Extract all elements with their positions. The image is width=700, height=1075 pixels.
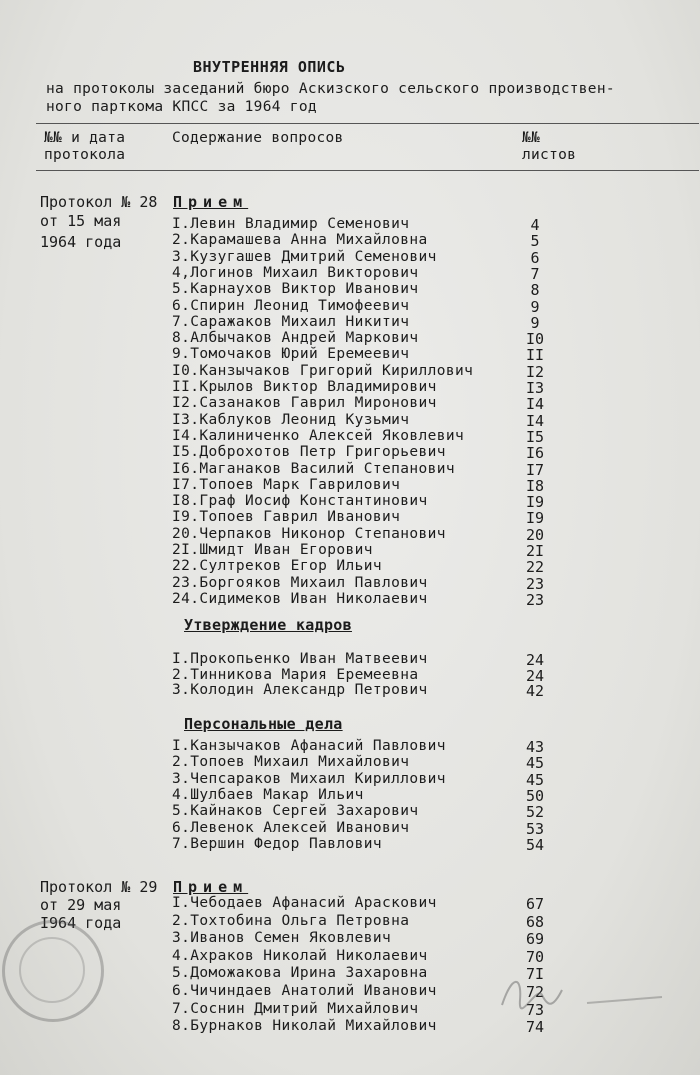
priem-29-entry-name: 8.Бурнаков Николай Михайлович [172, 1018, 437, 1035]
priem-28-entry-sheet-number: I9 [525, 493, 545, 512]
priem-28-entry-name: I2.Сазанаков Гаврил Миронович [172, 395, 437, 412]
document-subtitle-line2: ного парткома КПСС за 1964 год [46, 99, 317, 115]
faded-round-stamp [2, 920, 104, 1022]
priem-29-entry-name: 7.Соснин Дмитрий Михайлович [172, 1000, 419, 1017]
kadry-28-entry-sheet-number: 24 [525, 651, 545, 669]
column-header-protocol-1: №№ и дата [44, 130, 126, 146]
priem-28-entry-sheet-number: I3 [525, 379, 545, 397]
priem-28-entry-name: I5.Доброхотов Петр Григорьевич [172, 444, 446, 461]
header-bottom-rule [36, 170, 699, 171]
column-header-sheets-2: листов [522, 147, 577, 163]
protocol-28-date: от 15 мая [40, 212, 122, 230]
priem-29-entry-sheet-number: 70 [525, 947, 545, 966]
priem-28-entry-sheet-number: 4 [530, 216, 540, 234]
protocol-29-date: от 29 мая [40, 896, 122, 914]
priem-28-entry-name: 6.Спирин Леонид Тимофеевич [172, 297, 410, 314]
priem-28-entry-sheet-number: I2 [525, 362, 545, 381]
priem-29-entry-name: 5.Доможакова Ирина Захаровна [172, 965, 428, 982]
document-subtitle-line1: на протоколы заседаний бюро Аскизского сельского производствен- [46, 81, 615, 97]
personal-28-entry-name: 2.Топоев Михаил Михайлович [172, 754, 410, 771]
personal-28-entry-sheet-number: 53 [525, 819, 545, 838]
priem-28-entry-sheet-number: 9 [530, 313, 540, 332]
priem-29-entry-name: 3.Иванов Семен Яковлевич [172, 930, 392, 947]
column-header-sheets-1: №№ [522, 130, 541, 146]
priem-28-entry-name: 8.Албычаков Андрей Маркович [172, 330, 419, 347]
priem-28-entry-name: 23.Боргояков Михаил Павлович [172, 574, 428, 591]
priem-28-entry-name: 3.Кузугашев Дмитрий Семенович [172, 248, 437, 265]
priem-28-entry-name: I0.Канзычаков Григорий Кириллович [172, 362, 474, 379]
document-title: ВНУТРЕННЯЯ ОПИСЬ [193, 58, 346, 76]
priem-29-entry-name: 4.Ахраков Николай Николаевич [172, 947, 428, 964]
priem-28-entry-name: I4.Калиниченко Алексей Яковлевич [172, 427, 465, 444]
priem-29-entry-sheet-number: 72 [525, 983, 545, 1001]
priem-28-entry-sheet-number: 22 [525, 558, 545, 577]
personal-28-entry-name: I.Канзычаков Афанасий Павлович [172, 738, 446, 754]
priem-28-entry-sheet-number: I6 [525, 444, 545, 463]
priem-28-entry-sheet-number: I9 [525, 509, 545, 528]
priem-28-entry-name: II.Крылов Виктор Владимирович [172, 379, 437, 395]
priem-28-entry-sheet-number: II [525, 346, 545, 365]
priem-28-entry-sheet-number: 8 [530, 281, 540, 300]
kadry-28-entry-sheet-number: 42 [525, 682, 545, 700]
personal-28-entry-sheet-number: 45 [525, 754, 545, 773]
personal-28-entry-name: 7.Вершин Федор Павлович [172, 835, 382, 852]
personal-28-entry-name: 5.Кайнаков Сергей Захарович [172, 803, 419, 820]
priem-29-entry-sheet-number: 68 [525, 912, 545, 931]
priem-28-entry-sheet-number: 23 [525, 574, 545, 593]
priem-28-entry-sheet-number: I5 [525, 427, 545, 446]
priem-28-entry-sheet-number: 6 [530, 248, 540, 267]
priem-29-entry-sheet-number: 7I [525, 965, 545, 984]
priem-29-entry-name: I.Чебодаев Афанасий Араскович [172, 895, 437, 911]
priem-28-entry-name: 2.Карамашева Анна Михайловна [172, 232, 428, 249]
personal-28-entry-sheet-number: 54 [525, 835, 545, 854]
priem-28-entry-name: 24.Сидимеков Иван Николаевич [172, 590, 428, 607]
section-kadry-28: Утверждение кадров [184, 616, 352, 634]
personal-28-entry-name: 6.Левенок Алексей Иванович [172, 819, 410, 836]
priem-29-entry-sheet-number: 74 [525, 1018, 545, 1037]
protocol-28-year: 1964 года [40, 233, 122, 251]
priem-29-entry-sheet-number: 67 [525, 895, 545, 913]
priem-28-entry-sheet-number: 2I [525, 542, 545, 560]
priem-28-entry-name: 2I.Шмидт Иван Егорович [172, 542, 373, 558]
priem-28-entry-name: I8.Граф Иосиф Константинович [172, 493, 428, 510]
priem-28-entry-name: 7.Саражаков Михаил Никитич [172, 313, 410, 330]
protocol-29-year: I964 года [40, 914, 122, 932]
priem-28-entry-sheet-number: I8 [525, 476, 545, 495]
column-header-content: Содержание вопросов [172, 130, 344, 146]
priem-29-entry-name: 6.Чичиндаев Анатолий Иванович [172, 983, 437, 999]
personal-28-entry-sheet-number: 45 [525, 770, 545, 789]
faded-signature [492, 965, 672, 1020]
kadry-28-entry-sheet-number: 24 [525, 666, 545, 685]
personal-28-entry-name: 4.Шулбаев Макар Ильич [172, 786, 364, 803]
header-top-rule [36, 123, 699, 124]
priem-28-entry-sheet-number: 23 [525, 590, 545, 609]
priem-28-entry-sheet-number: 20 [525, 525, 545, 544]
kadry-28-entry-name: 2.Тинникова Мария Еремеевна [172, 666, 419, 683]
priem-28-entry-name: 22.Султреков Егор Ильич [172, 558, 382, 575]
personal-28-entry-sheet-number: 50 [525, 786, 545, 805]
priem-28-entry-name: I7.Топоев Марк Гаврилович [172, 476, 401, 493]
kadry-28-entry-name: I.Прокопьенко Иван Матвеевич [172, 651, 428, 667]
column-header-protocol-2: протокола [44, 147, 126, 163]
priem-28-entry-sheet-number: 5 [530, 232, 540, 251]
priem-28-entry-sheet-number: I4 [525, 411, 545, 430]
priem-28-entry-name: 5.Карнаухов Виктор Иванович [172, 281, 419, 298]
priem-28-entry-sheet-number: 7 [530, 264, 540, 283]
priem-28-entry-sheet-number: I0 [525, 330, 545, 349]
priem-28-entry-name: I9.Топоев Гаврил Иванович [172, 509, 401, 526]
priem-28-entry-name: 20.Черпаков Никонор Степанович [172, 525, 446, 542]
priem-28-entry-sheet-number: I7 [525, 460, 545, 479]
priem-28-entry-name: I3.Каблуков Леонид Кузьмич [172, 411, 410, 428]
section-priem-28: Прием [173, 193, 249, 211]
priem-29-entry-sheet-number: 69 [525, 930, 545, 949]
priem-28-entry-name: I6.Маганаков Василий Степанович [172, 460, 456, 477]
personal-28-entry-name: 3.Чепсараков Михаил Кириллович [172, 770, 446, 787]
section-priem-29: Прием [173, 878, 249, 896]
section-personal-28: Персональные дела [184, 715, 343, 733]
kadry-28-entry-name: 3.Колодин Александр Петрович [172, 682, 428, 698]
priem-28-entry-name: I.Левин Владимир Семенович [172, 216, 410, 232]
priem-29-entry-sheet-number: 73 [525, 1000, 545, 1019]
protocol-28-label: Протокол № 28 [40, 193, 158, 211]
protocol-29-label: Протокол № 29 [40, 878, 158, 896]
priem-28-entry-sheet-number: I4 [525, 395, 545, 414]
priem-28-entry-sheet-number: 9 [530, 297, 540, 316]
personal-28-entry-sheet-number: 52 [525, 803, 545, 822]
priem-28-entry-name: 4,Логинов Михаил Викторович [172, 264, 419, 281]
personal-28-entry-sheet-number: 43 [525, 738, 545, 756]
priem-28-entry-name: 9.Томочаков Юрий Еремеевич [172, 346, 410, 363]
priem-29-entry-name: 2.Тохтобина Ольга Петровна [172, 912, 410, 929]
